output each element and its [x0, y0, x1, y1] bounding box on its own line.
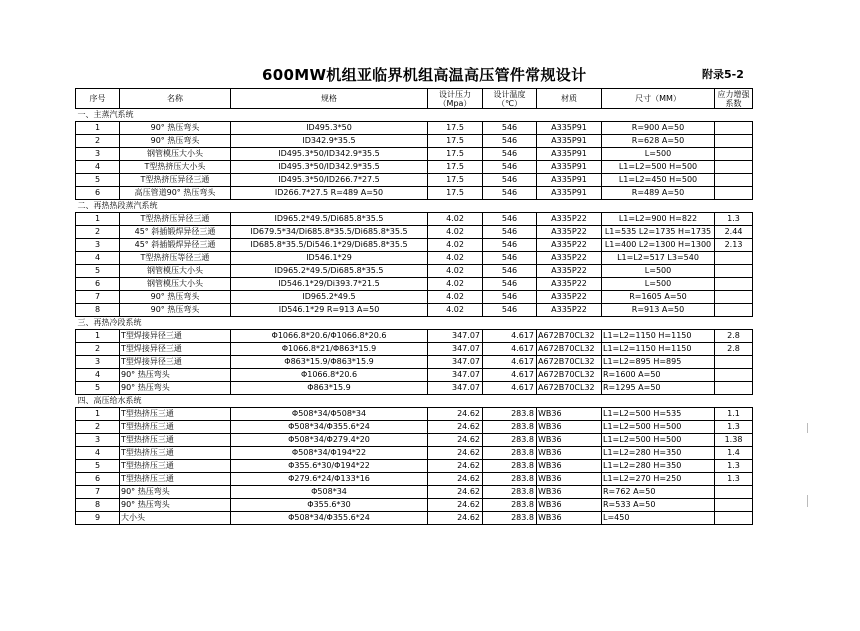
row-spec: Φ863*15.9: [231, 382, 428, 395]
row-material: A335P22: [537, 278, 602, 291]
row-dimensions: R=1600 A=50: [602, 369, 715, 382]
row-temperature: 546: [483, 187, 537, 200]
row-dimensions: L1=L2=450 H=500: [602, 174, 715, 187]
row-temperature: 283.8: [483, 421, 537, 434]
row-spec: ID495.3*50: [231, 122, 428, 135]
row-index: 4: [76, 447, 120, 460]
row-dimensions: R=628 A=50: [602, 135, 715, 148]
row-temperature: 283.8: [483, 447, 537, 460]
row-spec: Φ355.6*30/Φ194*22: [231, 460, 428, 473]
row-temperature: 546: [483, 278, 537, 291]
row-material: A335P22: [537, 291, 602, 304]
header-stress-factor: 应力增强系数: [715, 89, 753, 109]
table-row: [76, 330, 753, 343]
row-name: T型焊接异径三通: [120, 343, 231, 356]
row-spec: Φ279.6*24/Φ133*16: [231, 473, 428, 486]
table-row: [76, 135, 753, 148]
row-material: A335P22: [537, 265, 602, 278]
row-name: T型热挤压三通: [120, 460, 231, 473]
row-pressure: 17.5: [428, 187, 483, 200]
row-index: 8: [76, 499, 120, 512]
row-name: T型焊接异径三通: [120, 330, 231, 343]
row-pressure: 4.02: [428, 226, 483, 239]
row-dimensions: L=500: [602, 278, 715, 291]
table-row: [76, 161, 753, 174]
row-index: 3: [76, 356, 120, 369]
row-spec: ID965.2*49.5/Di685.8*35.5: [231, 213, 428, 226]
row-name: 45° 斜插锻焊异径三通: [120, 239, 231, 252]
row-pressure: 347.07: [428, 343, 483, 356]
scan-mark: [807, 423, 808, 433]
header-index: 序号: [76, 89, 120, 109]
table-row: [76, 304, 753, 317]
header-spec: 规格: [231, 89, 428, 109]
table-body: [76, 109, 753, 525]
section-title: 四、高压给水系统: [76, 395, 753, 408]
row-name: T型热挤压三通: [120, 447, 231, 460]
row-index: 3: [76, 434, 120, 447]
row-index: 3: [76, 239, 120, 252]
row-pressure: 4.02: [428, 213, 483, 226]
row-pressure: 4.02: [428, 291, 483, 304]
row-material: WB36: [537, 499, 602, 512]
row-index: 1: [76, 122, 120, 135]
row-temperature: 546: [483, 135, 537, 148]
row-dimensions: L1=L2=500 H=535: [602, 408, 715, 421]
appendix-label: 附录5-2: [702, 68, 744, 81]
row-pressure: 24.62: [428, 499, 483, 512]
row-material: A672B70CL32: [537, 343, 602, 356]
row-temperature: 283.8: [483, 408, 537, 421]
row-stress-factor: [715, 291, 753, 304]
row-stress-factor: [715, 135, 753, 148]
table-row: [76, 382, 753, 395]
row-spec: Φ1066.8*20.6/Φ1066.8*20.6: [231, 330, 428, 343]
table-row: [76, 174, 753, 187]
row-index: 7: [76, 486, 120, 499]
row-name: T型热挤压三通: [120, 408, 231, 421]
row-dimensions: L1=L2=1150 H=1150: [602, 330, 715, 343]
row-material: A335P91: [537, 174, 602, 187]
row-index: 5: [76, 265, 120, 278]
row-pressure: 24.62: [428, 473, 483, 486]
row-material: A335P91: [537, 135, 602, 148]
row-spec: Φ508*34/Φ355.6*24: [231, 512, 428, 525]
row-material: WB36: [537, 512, 602, 525]
row-pressure: 347.07: [428, 369, 483, 382]
row-material: A672B70CL32: [537, 330, 602, 343]
row-temperature: 546: [483, 239, 537, 252]
row-index: 1: [76, 330, 120, 343]
row-name: 90° 热压弯头: [120, 135, 231, 148]
document-title: 600MW机组亚临界机组高温高压管件常规设计: [262, 66, 587, 84]
section-row: [76, 395, 753, 408]
row-stress-factor: [715, 278, 753, 291]
row-name: 90° 热压弯头: [120, 499, 231, 512]
row-stress-factor: 2.8: [715, 343, 753, 356]
row-material: A672B70CL32: [537, 382, 602, 395]
row-temperature: 546: [483, 174, 537, 187]
row-dimensions: R=913 A=50: [602, 304, 715, 317]
row-material: A335P22: [537, 226, 602, 239]
row-stress-factor: [715, 486, 753, 499]
row-index: 5: [76, 174, 120, 187]
row-spec: ID546.1*29 R=913 A=50: [231, 304, 428, 317]
row-dimensions: R=900 A=50: [602, 122, 715, 135]
row-temperature: 283.8: [483, 486, 537, 499]
row-stress-factor: 1.1: [715, 408, 753, 421]
table-row: [76, 187, 753, 200]
row-stress-factor: 1.3: [715, 460, 753, 473]
row-material: A335P91: [537, 187, 602, 200]
row-temperature: 283.8: [483, 473, 537, 486]
row-index: 2: [76, 421, 120, 434]
section-title: 一、主蒸汽系统: [76, 109, 753, 122]
row-temperature: 4.617: [483, 330, 537, 343]
row-temperature: 283.8: [483, 512, 537, 525]
row-name: 45° 斜插锻焊异径三通: [120, 226, 231, 239]
row-dimensions: L=450: [602, 512, 715, 525]
table-row: [76, 239, 753, 252]
table-row: [76, 356, 753, 369]
row-spec: ID495.3*50/ID342.9*35.5: [231, 148, 428, 161]
row-name: T型热挤压等径三通: [120, 252, 231, 265]
table-row: [76, 226, 753, 239]
row-dimensions: L1=400 L2=1300 H=1300: [602, 239, 715, 252]
table-row: [76, 473, 753, 486]
row-stress-factor: [715, 369, 753, 382]
table-row: [76, 148, 753, 161]
row-stress-factor: [715, 252, 753, 265]
table-row: [76, 447, 753, 460]
row-name: T型焊接异径三通: [120, 356, 231, 369]
row-name: 90° 热压弯头: [120, 382, 231, 395]
row-stress-factor: 1.3: [715, 213, 753, 226]
row-index: 5: [76, 382, 120, 395]
section-row: [76, 109, 753, 122]
row-name: T型热挤压三通: [120, 473, 231, 486]
row-dimensions: L1=L2=1150 H=1150: [602, 343, 715, 356]
row-name: 90° 热压弯头: [120, 122, 231, 135]
row-pressure: 4.02: [428, 252, 483, 265]
section-row: [76, 317, 753, 330]
row-name: 钢管模压大小头: [120, 148, 231, 161]
row-dimensions: R=533 A=50: [602, 499, 715, 512]
row-material: WB36: [537, 421, 602, 434]
table-row: [76, 122, 753, 135]
table-row: [76, 408, 753, 421]
table-row: [76, 486, 753, 499]
row-index: 8: [76, 304, 120, 317]
row-pressure: 17.5: [428, 161, 483, 174]
row-dimensions: R=489 A=50: [602, 187, 715, 200]
row-index: 2: [76, 343, 120, 356]
row-spec: Φ863*15.9/Φ863*15.9: [231, 356, 428, 369]
row-name: 钢管模压大小头: [120, 278, 231, 291]
row-dimensions: L1=L2=900 H=822: [602, 213, 715, 226]
row-temperature: 283.8: [483, 499, 537, 512]
row-index: 1: [76, 213, 120, 226]
row-stress-factor: 1.3: [715, 421, 753, 434]
row-spec: ID679.5*34/Di685.8*35.5/Di685.8*35.5: [231, 226, 428, 239]
row-stress-factor: 2.13: [715, 239, 753, 252]
row-pressure: 24.62: [428, 421, 483, 434]
row-name: T型热挤压异径三通: [120, 213, 231, 226]
row-pressure: 4.02: [428, 304, 483, 317]
row-stress-factor: 1.4: [715, 447, 753, 460]
row-stress-factor: 1.3: [715, 473, 753, 486]
row-pressure: 4.02: [428, 278, 483, 291]
row-temperature: 546: [483, 122, 537, 135]
row-name: T型热挤压异径三通: [120, 174, 231, 187]
section-title: 三、再热冷段系统: [76, 317, 753, 330]
header-row: [76, 89, 753, 109]
row-spec: Φ508*34: [231, 486, 428, 499]
row-pressure: 24.62: [428, 512, 483, 525]
row-material: A672B70CL32: [537, 356, 602, 369]
row-spec: Φ508*34/Φ508*34: [231, 408, 428, 421]
row-dimensions: L=500: [602, 148, 715, 161]
table-row: [76, 265, 753, 278]
row-pressure: 24.62: [428, 447, 483, 460]
row-stress-factor: [715, 512, 753, 525]
row-spec: Φ508*34/Φ355.6*24: [231, 421, 428, 434]
row-temperature: 546: [483, 148, 537, 161]
row-material: A335P91: [537, 122, 602, 135]
row-temperature: 546: [483, 161, 537, 174]
header-name: 名称: [120, 89, 231, 109]
row-dimensions: L1=L2=500 H=500: [602, 421, 715, 434]
table-row: [76, 434, 753, 447]
row-index: 1: [76, 408, 120, 421]
row-spec: ID495.3*50/ID266.7*27.5: [231, 174, 428, 187]
row-pressure: 24.62: [428, 460, 483, 473]
table-row: [76, 213, 753, 226]
table-row: [76, 252, 753, 265]
row-temperature: 4.617: [483, 356, 537, 369]
row-temperature: 4.617: [483, 343, 537, 356]
row-spec: Φ1066.8*21/Φ863*15.9: [231, 343, 428, 356]
row-index: 3: [76, 148, 120, 161]
row-stress-factor: [715, 161, 753, 174]
row-index: 6: [76, 187, 120, 200]
header-dimensions: 尺寸（MM）: [602, 89, 715, 109]
row-spec: ID266.7*27.5 R=489 A=50: [231, 187, 428, 200]
row-spec: ID965.2*49.5: [231, 291, 428, 304]
row-name: 钢管模压大小头: [120, 265, 231, 278]
row-dimensions: L1=L2=270 H=250: [602, 473, 715, 486]
table-row: [76, 291, 753, 304]
row-index: 2: [76, 226, 120, 239]
row-name: T型热挤压三通: [120, 434, 231, 447]
row-temperature: 546: [483, 252, 537, 265]
row-temperature: 4.617: [483, 382, 537, 395]
table-row: [76, 369, 753, 382]
row-stress-factor: [715, 356, 753, 369]
row-stress-factor: [715, 148, 753, 161]
row-temperature: 546: [483, 304, 537, 317]
table-row: [76, 512, 753, 525]
row-stress-factor: [715, 122, 753, 135]
row-stress-factor: 1.38: [715, 434, 753, 447]
row-name: 高压管道90° 热压弯头: [120, 187, 231, 200]
row-temperature: 283.8: [483, 434, 537, 447]
table-row: [76, 343, 753, 356]
row-index: 5: [76, 460, 120, 473]
fittings-table: [75, 88, 753, 525]
row-spec: Φ1066.8*20.6: [231, 369, 428, 382]
row-material: WB36: [537, 486, 602, 499]
row-index: 6: [76, 278, 120, 291]
row-material: A335P91: [537, 161, 602, 174]
row-stress-factor: [715, 187, 753, 200]
row-spec: ID342.9*35.5: [231, 135, 428, 148]
row-stress-factor: [715, 382, 753, 395]
row-spec: ID685.8*35.5/Di546.1*29/Di685.8*35.5: [231, 239, 428, 252]
row-pressure: 347.07: [428, 382, 483, 395]
table-row: [76, 499, 753, 512]
row-pressure: 347.07: [428, 356, 483, 369]
row-material: WB36: [537, 473, 602, 486]
row-material: A335P22: [537, 239, 602, 252]
row-stress-factor: [715, 265, 753, 278]
row-pressure: 17.5: [428, 174, 483, 187]
row-dimensions: L1=L2=280 H=350: [602, 447, 715, 460]
row-pressure: 4.02: [428, 239, 483, 252]
row-spec: Φ508*34/Φ194*22: [231, 447, 428, 460]
row-spec: ID546.1*29/Di393.7*21.5: [231, 278, 428, 291]
table-row: [76, 460, 753, 473]
row-spec: ID546.1*29: [231, 252, 428, 265]
row-index: 4: [76, 161, 120, 174]
row-temperature: 4.617: [483, 369, 537, 382]
row-temperature: 546: [483, 226, 537, 239]
row-name: 90° 热压弯头: [120, 291, 231, 304]
row-spec: Φ355.6*30: [231, 499, 428, 512]
row-index: 7: [76, 291, 120, 304]
row-name: 90° 热压弯头: [120, 486, 231, 499]
row-temperature: 283.8: [483, 460, 537, 473]
row-pressure: 24.62: [428, 486, 483, 499]
row-index: 4: [76, 369, 120, 382]
row-name: 90° 热压弯头: [120, 304, 231, 317]
row-stress-factor: [715, 499, 753, 512]
row-stress-factor: 2.8: [715, 330, 753, 343]
row-temperature: 546: [483, 291, 537, 304]
row-name: T型热挤压大小头: [120, 161, 231, 174]
header-temperature: 设计温度（℃）: [483, 89, 537, 109]
row-dimensions: L=500: [602, 265, 715, 278]
row-temperature: 546: [483, 213, 537, 226]
row-stress-factor: 2.44: [715, 226, 753, 239]
row-dimensions: L1=L2=500 H=500: [602, 434, 715, 447]
row-name: 大小头: [120, 512, 231, 525]
row-pressure: 4.02: [428, 265, 483, 278]
row-spec: ID495.3*50/ID342.9*35.5: [231, 161, 428, 174]
row-dimensions: L1=L2=500 H=500: [602, 161, 715, 174]
row-dimensions: L1=L2=517 L3=540: [602, 252, 715, 265]
row-pressure: 17.5: [428, 122, 483, 135]
row-dimensions: L1=L2=280 H=350: [602, 460, 715, 473]
section-title: 二、再热热段蒸汽系统: [76, 200, 753, 213]
row-material: WB36: [537, 434, 602, 447]
row-temperature: 546: [483, 265, 537, 278]
row-dimensions: R=1605 A=50: [602, 291, 715, 304]
row-pressure: 24.62: [428, 408, 483, 421]
row-material: A335P22: [537, 213, 602, 226]
row-dimensions: R=1295 A=50: [602, 382, 715, 395]
header-material: 材质: [537, 89, 602, 109]
table-row: [76, 278, 753, 291]
row-index: 2: [76, 135, 120, 148]
row-stress-factor: [715, 304, 753, 317]
row-material: WB36: [537, 460, 602, 473]
row-pressure: 347.07: [428, 330, 483, 343]
scan-mark: [807, 495, 808, 507]
row-name: 90° 热压弯头: [120, 369, 231, 382]
row-index: 4: [76, 252, 120, 265]
row-material: A335P22: [537, 304, 602, 317]
row-pressure: 24.62: [428, 434, 483, 447]
row-dimensions: R=762 A=50: [602, 486, 715, 499]
row-material: A335P22: [537, 252, 602, 265]
row-name: T型热挤压三通: [120, 421, 231, 434]
row-material: WB36: [537, 408, 602, 421]
row-pressure: 17.5: [428, 148, 483, 161]
row-spec: ID965.2*49.5/Di685.8*35.5: [231, 265, 428, 278]
header-pressure: 设计压力（Mpa）: [428, 89, 483, 109]
section-row: [76, 200, 753, 213]
table-row: [76, 421, 753, 434]
row-spec: Φ508*34/Φ279.4*20: [231, 434, 428, 447]
row-dimensions: L1=535 L2=1735 H=1735: [602, 226, 715, 239]
row-stress-factor: [715, 174, 753, 187]
row-index: 9: [76, 512, 120, 525]
row-material: WB36: [537, 447, 602, 460]
row-dimensions: L1=L2=895 H=895: [602, 356, 715, 369]
row-material: A672B70CL32: [537, 369, 602, 382]
row-material: A335P91: [537, 148, 602, 161]
row-pressure: 17.5: [428, 135, 483, 148]
row-index: 6: [76, 473, 120, 486]
